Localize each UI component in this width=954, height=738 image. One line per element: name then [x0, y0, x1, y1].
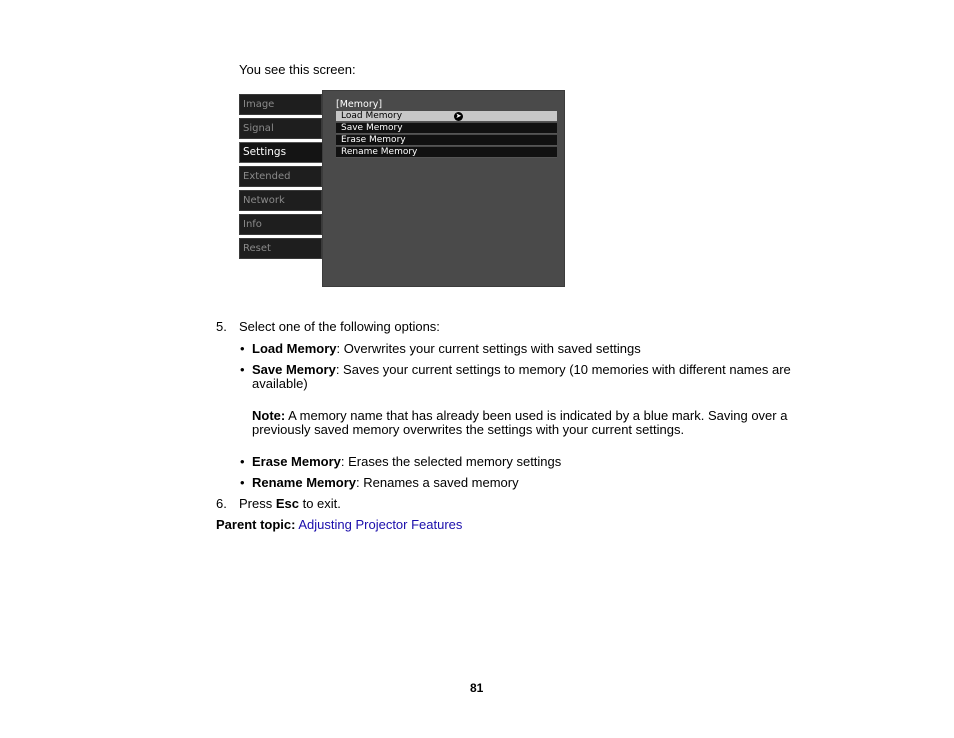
bullet-term: Save Memory — [252, 362, 336, 377]
enter-icon: ➤ — [455, 112, 462, 120]
bullet-term: Rename Memory — [252, 475, 357, 490]
step-6-text — [239, 496, 341, 511]
bullet-save-memory — [252, 362, 791, 377]
step-6-post: to exit. — [298, 496, 341, 511]
bullet-icon: • — [240, 341, 245, 356]
step-6-number: 6. — [216, 496, 227, 511]
menu-item-network: Network — [239, 190, 322, 211]
bullet-save-memory-cont: available) — [252, 376, 308, 391]
option-save-memory: Save Memory — [336, 123, 557, 134]
bullet-desc: : Saves your current settings to memory (10 memories with different names are — [335, 362, 791, 377]
note-text-1: A memory name that has already been used is indicated by a blue mark. Saving over a — [285, 408, 788, 423]
bullet-icon: • — [240, 475, 245, 490]
bullet-icon: • — [240, 454, 245, 469]
menu-item-info: Info — [239, 214, 322, 235]
option-rename-memory: Rename Memory — [336, 147, 557, 158]
step-5-number: 5. — [216, 319, 227, 334]
page-number: 81 — [470, 681, 484, 695]
memory-panel — [322, 90, 565, 287]
bullet-term: Load Memory — [252, 341, 337, 356]
menu-item-signal: Signal — [239, 118, 322, 139]
note-line-2: previously saved memory overwrites the settings with your current settings. — [252, 422, 685, 437]
menu-item-settings: Settings — [239, 142, 328, 163]
bullet-desc: : Overwrites your current settings with saved settings — [336, 341, 641, 356]
bullet-desc: : Renames a saved memory — [356, 475, 519, 490]
bullet-load-memory — [252, 341, 641, 356]
note-label: Note: — [252, 408, 286, 423]
option-label: Load Memory — [341, 111, 403, 121]
menu-item-image: Image — [239, 94, 322, 115]
step-5-text: Select one of the following options: — [239, 319, 440, 334]
parent-topic — [216, 517, 462, 532]
bullet-term: Erase Memory — [252, 454, 341, 469]
bullet-desc: : Erases the selected memory settings — [340, 454, 562, 469]
panel-title: [Memory] — [336, 99, 383, 110]
option-erase-memory: Erase Memory — [336, 135, 557, 146]
bullet-rename-memory — [252, 475, 519, 490]
bullet-erase-memory — [252, 454, 561, 469]
option-load-memory — [336, 111, 557, 122]
parent-topic-label: Parent topic: — [216, 517, 296, 532]
menu-item-reset: Reset — [239, 238, 322, 259]
parent-topic-link[interactable]: Adjusting Projector Features — [298, 517, 463, 532]
esc-key: Esc — [275, 496, 299, 511]
step-6-pre: Press — [239, 496, 276, 511]
bullet-icon: • — [240, 362, 245, 377]
menu-item-extended: Extended — [239, 166, 322, 187]
intro-text: You see this screen: — [239, 62, 356, 77]
note-line-1 — [252, 408, 787, 423]
